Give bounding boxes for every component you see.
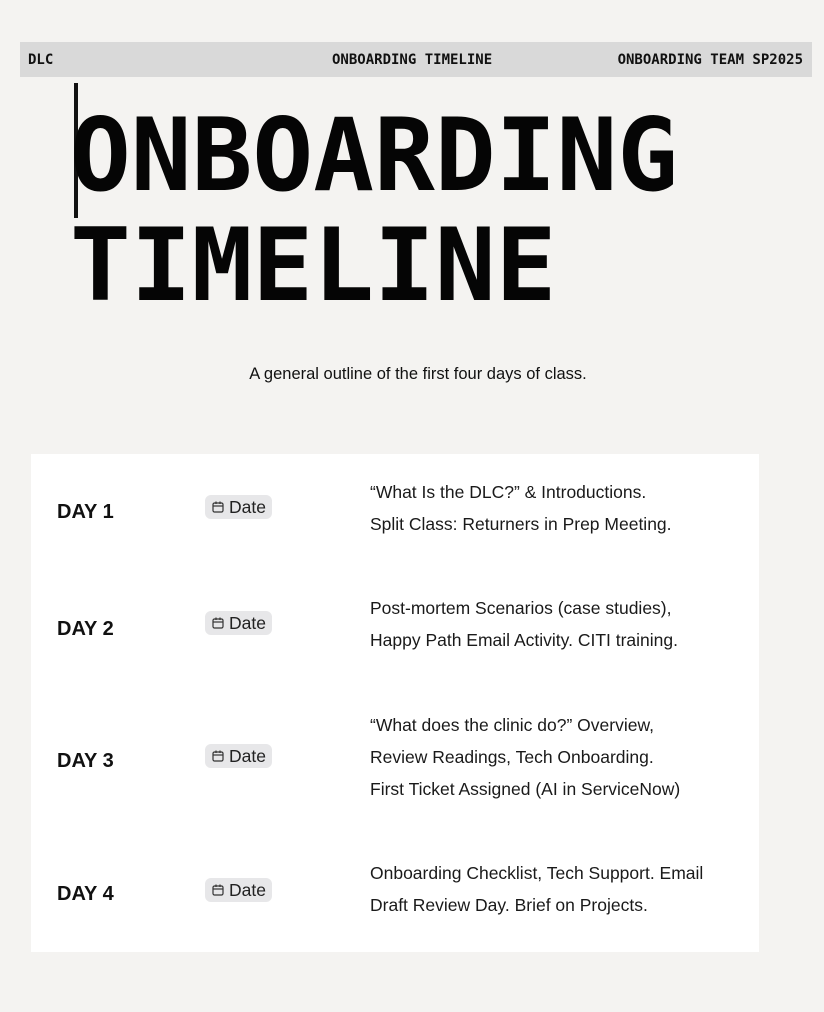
date-property[interactable] [205, 495, 272, 519]
description-line: Split Class: Returners in Prep Meeting. [370, 514, 672, 534]
header-bar [20, 42, 812, 77]
timeline-row [31, 454, 759, 570]
page-title[interactable] [70, 96, 679, 324]
header-org-label: DLC [28, 52, 54, 68]
date-value: Date [229, 497, 266, 517]
date-property[interactable] [205, 744, 272, 768]
header-page-label: ONBOARDING TIMELINE [332, 52, 493, 68]
timeline-row [31, 837, 759, 952]
calendar-icon [212, 617, 224, 629]
description-line: “What Is the DLC?” & Introductions. [370, 482, 647, 502]
calendar-icon [212, 750, 224, 762]
page-title-line-1: ONBOARDING [70, 96, 679, 214]
description-line: Review Readings, Tech Onboarding. [370, 747, 654, 767]
day-label: DAY 2 [57, 618, 114, 640]
day-description [370, 476, 672, 540]
date-property[interactable] [205, 611, 272, 635]
description-line: Post-mortem Scenarios (case studies), [370, 598, 672, 618]
calendar-icon [212, 501, 224, 513]
description-line: Draft Review Day. Brief on Projects. [370, 895, 648, 915]
day-description [370, 592, 678, 656]
day-description [370, 709, 680, 805]
day-label: DAY 1 [57, 501, 114, 523]
timeline-row [31, 687, 759, 837]
day-label: DAY 4 [57, 883, 114, 905]
timeline-row [31, 570, 759, 687]
date-property[interactable] [205, 878, 272, 902]
day-label: DAY 3 [57, 750, 114, 772]
date-value: Date [229, 746, 266, 766]
page-subtitle: A general outline of the first four days of class. [249, 365, 587, 383]
day-description [370, 857, 703, 921]
page-title-line-2: TIMELINE [70, 206, 557, 324]
date-value: Date [229, 880, 266, 900]
header-team-label: ONBOARDING TEAM SP2025 [617, 52, 803, 68]
description-line: “What does the clinic do?” Overview, [370, 715, 655, 735]
timeline-table [31, 454, 759, 952]
description-line: Happy Path Email Activity. CITI training. [370, 630, 678, 650]
calendar-icon [212, 884, 224, 896]
description-line: First Ticket Assigned (AI in ServiceNow) [370, 779, 681, 799]
date-value: Date [229, 613, 266, 633]
description-line: Onboarding Checklist, Tech Support. Email [370, 863, 704, 883]
